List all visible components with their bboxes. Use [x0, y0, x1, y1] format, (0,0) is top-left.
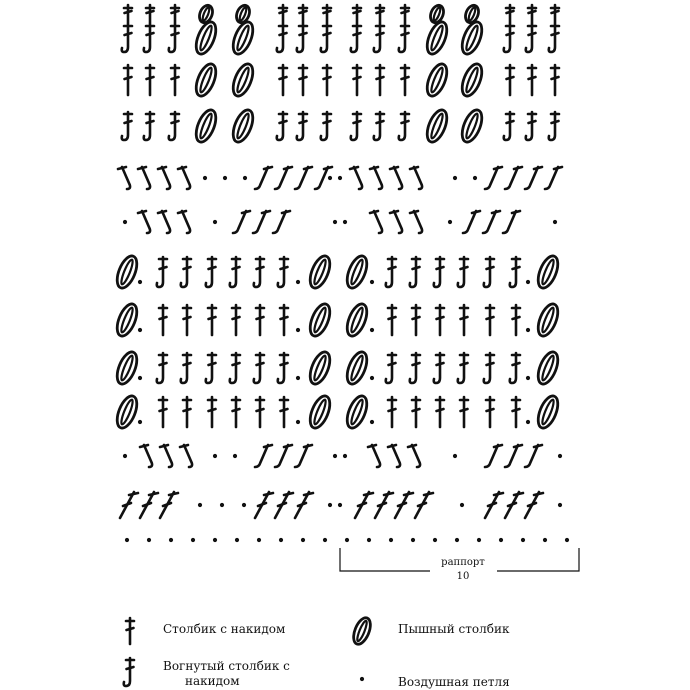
chain-dot [203, 176, 207, 180]
chain-dot [296, 280, 300, 284]
dc-symbol [512, 305, 520, 335]
dc-symbol [208, 397, 216, 427]
dc-symbol [460, 397, 468, 427]
chain-dot [220, 503, 224, 507]
dc-symbol [401, 65, 409, 95]
dc-symbol [146, 5, 154, 23]
fpdc-symbol [526, 24, 536, 52]
slanted-fpdc-symbol [410, 211, 422, 233]
puff-symbol [458, 61, 486, 99]
foundation-chain-dot [257, 538, 261, 542]
chart-stitches [113, 3, 569, 542]
fpdc-symbol [181, 257, 191, 287]
foundation-chain-dot [169, 538, 173, 542]
slanted-fpdc-symbol [505, 445, 522, 467]
slanted-fpdc-symbol [505, 167, 522, 189]
slanted-fpdc-symbol [158, 167, 170, 189]
repeat-label: раппорт [441, 557, 485, 568]
dc-symbol [506, 5, 514, 23]
chain-dot [328, 503, 332, 507]
slanted-dc-symbol [255, 492, 273, 518]
puff-symbol [534, 393, 562, 431]
chain-dot [333, 454, 337, 458]
slanted-fpdc-symbol [388, 445, 400, 467]
dc-symbol [279, 5, 287, 23]
dc-symbol [299, 5, 307, 23]
chain-dot [243, 176, 247, 180]
dc-symbol [232, 305, 240, 335]
slanted-dc-symbol [415, 492, 433, 518]
fpdc-symbol [297, 112, 307, 140]
slanted-fpdc-symbol [463, 211, 480, 233]
slanted-fpdc-symbol [255, 445, 272, 467]
legend-chain-icon [360, 677, 364, 681]
puff-symbol [423, 19, 451, 57]
fpdc-symbol [230, 353, 240, 383]
foundation-chain-dot [301, 538, 305, 542]
dc-symbol [299, 65, 307, 95]
puff-symbol [192, 19, 220, 57]
dc-symbol [551, 65, 559, 95]
fpdc-symbol [206, 353, 216, 383]
puff-symbol [343, 393, 371, 431]
fpdc-symbol [321, 24, 331, 52]
puff-symbol [113, 393, 141, 431]
foundation-chain-dot [279, 538, 283, 542]
chain-dot [526, 328, 530, 332]
legend-chain-label: Воздушная петля [398, 675, 510, 689]
slanted-fpdc-symbol [370, 211, 382, 233]
legend-fpdc-line2: накидом [185, 674, 240, 688]
dc-symbol [279, 65, 287, 95]
dc-symbol [146, 65, 154, 95]
dc-symbol [208, 305, 216, 335]
chain-dot [296, 328, 300, 332]
puff-symbol [306, 253, 334, 291]
chain-dot [233, 454, 237, 458]
puff-symbol [306, 301, 334, 339]
fpdc-symbol [351, 112, 361, 140]
dc-symbol [280, 397, 288, 427]
dc-symbol [256, 397, 264, 427]
dc-symbol [512, 397, 520, 427]
dc-symbol [528, 65, 536, 95]
chain-dot [553, 220, 557, 224]
dc-symbol [412, 305, 420, 335]
dc-symbol [388, 305, 396, 335]
dc-symbol [124, 65, 132, 95]
puff-symbol [458, 19, 486, 57]
fpdc-symbol [157, 353, 167, 383]
fpdc-symbol [434, 257, 444, 287]
slanted-fpdc-symbol [275, 167, 292, 189]
chain-dot [526, 280, 530, 284]
foundation-chain-dot [389, 538, 393, 542]
chain-dot [333, 220, 337, 224]
puff-symbol [343, 301, 371, 339]
slanted-fpdc-symbol [485, 445, 502, 467]
dc-symbol [401, 5, 409, 23]
chain-dot [123, 454, 127, 458]
slanted-fpdc-symbol [390, 167, 402, 189]
puff-symbol [229, 107, 257, 145]
chain-dot [223, 176, 227, 180]
slanted-dc-symbol [275, 492, 293, 518]
chain-dot [328, 176, 332, 180]
chain-dot [460, 503, 464, 507]
puff-symbol [306, 393, 334, 431]
dc-symbol [183, 305, 191, 335]
slanted-fpdc-symbol [295, 445, 312, 467]
dc-symbol [171, 65, 179, 95]
chain-dot [213, 220, 217, 224]
legend-fpdc-line1: Вогнутый столбик с [163, 659, 290, 673]
chain-dot [213, 454, 217, 458]
dc-symbol [323, 5, 331, 23]
dc-symbol [159, 305, 167, 335]
fpdc-symbol [458, 257, 468, 287]
slanted-fpdc-symbol [138, 167, 150, 189]
dc-symbol [388, 397, 396, 427]
puff-symbol [192, 107, 220, 145]
fpdc-symbol [278, 353, 288, 383]
chain-dot [558, 454, 562, 458]
slanted-dc-symbol [160, 492, 178, 518]
fpdc-symbol [374, 112, 384, 140]
foundation-chain-dot [235, 538, 239, 542]
foundation-chain-dot [323, 538, 327, 542]
slanted-dc-symbol [120, 492, 138, 518]
chain-dot [242, 503, 246, 507]
fpdc-symbol [510, 353, 520, 383]
foundation-chain-dot [499, 538, 503, 542]
dc-symbol [232, 397, 240, 427]
slanted-dc-symbol [375, 492, 393, 518]
chain-dot [370, 420, 374, 424]
slanted-fpdc-symbol [233, 211, 250, 233]
legend-puff-label: Пышный столбик [398, 622, 510, 636]
chain-dot [453, 454, 457, 458]
foundation-chain-dot [521, 538, 525, 542]
fpdc-symbol [169, 24, 179, 52]
slanted-dc-symbol [525, 492, 543, 518]
slanted-fpdc-symbol [178, 211, 190, 233]
puff-symbol [423, 61, 451, 99]
chain-dot [296, 376, 300, 380]
dc-symbol [171, 5, 179, 23]
puff-symbol [229, 61, 257, 99]
chain-dot [338, 176, 342, 180]
chain-dot [370, 328, 374, 332]
puff-symbol [534, 349, 562, 387]
dc-symbol [280, 305, 288, 335]
foundation-chain-dot [455, 538, 459, 542]
dc-symbol [551, 5, 559, 23]
slanted-fpdc-symbol [485, 167, 502, 189]
slanted-dc-symbol [140, 492, 158, 518]
slanted-fpdc-symbol [178, 167, 190, 189]
fpdc-symbol [351, 24, 361, 52]
foundation-chain-dot [191, 538, 195, 542]
slanted-fpdc-symbol [275, 445, 292, 467]
fpdc-symbol [122, 112, 132, 140]
foundation-chain-dot [125, 538, 129, 542]
puff-symbol [534, 253, 562, 291]
chain-dot [123, 220, 127, 224]
foundation-chain-dot [213, 538, 217, 542]
slanted-fpdc-symbol [408, 445, 420, 467]
puff-symbol [343, 253, 371, 291]
fpdc-symbol [181, 353, 191, 383]
fpdc-symbol [504, 24, 514, 52]
chain-dot [526, 420, 530, 424]
slanted-fpdc-symbol [140, 445, 152, 467]
slanted-fpdc-symbol [160, 445, 172, 467]
legend-dc-label: Столбик с накидом [163, 622, 286, 636]
foundation-chain-dot [565, 538, 569, 542]
puff-symbol [113, 301, 141, 339]
puff-symbol [229, 19, 257, 57]
chain-dot [138, 328, 142, 332]
slanted-fpdc-symbol [545, 167, 562, 189]
chain-dot [138, 376, 142, 380]
slanted-fpdc-symbol [410, 167, 422, 189]
dc-symbol [256, 305, 264, 335]
fpdc-symbol [374, 24, 384, 52]
fpdc-symbol [157, 257, 167, 287]
slanted-fpdc-symbol [253, 211, 270, 233]
fpdc-symbol [297, 24, 307, 52]
slanted-fpdc-symbol [158, 211, 170, 233]
chain-dot [296, 420, 300, 424]
chain-dot [526, 376, 530, 380]
dc-symbol [353, 65, 361, 95]
fpdc-symbol [510, 257, 520, 287]
fpdc-symbol [206, 257, 216, 287]
fpdc-symbol [278, 257, 288, 287]
foundation-chain-dot [345, 538, 349, 542]
slanted-fpdc-symbol [368, 445, 380, 467]
fpdc-symbol [144, 24, 154, 52]
slanted-fpdc-symbol [525, 167, 542, 189]
slanted-fpdc-symbol [138, 211, 150, 233]
dc-symbol [183, 397, 191, 427]
fpdc-symbol [386, 353, 396, 383]
legend-fpdc-icon [124, 658, 134, 686]
fpdc-symbol [254, 257, 264, 287]
fpdc-symbol [277, 24, 287, 52]
fpdc-symbol [144, 112, 154, 140]
foundation-chain-dot [433, 538, 437, 542]
dc-symbol [486, 305, 494, 335]
fpdc-symbol [230, 257, 240, 287]
chain-dot [338, 503, 342, 507]
foundation-chain-dot [543, 538, 547, 542]
chain-dot [138, 280, 142, 284]
puff-symbol [306, 349, 334, 387]
fpdc-symbol [410, 257, 420, 287]
foundation-chain-dot [367, 538, 371, 542]
dc-symbol [412, 397, 420, 427]
chain-dot [473, 176, 477, 180]
fpdc-symbol [321, 112, 331, 140]
chain-dot [198, 503, 202, 507]
slanted-fpdc-symbol [180, 445, 192, 467]
slanted-fpdc-symbol [525, 445, 542, 467]
fpdc-symbol [277, 112, 287, 140]
slanted-fpdc-symbol [483, 211, 500, 233]
fpdc-symbol [484, 353, 494, 383]
fpdc-symbol [399, 112, 409, 140]
legend-puff-icon [350, 615, 373, 646]
chain-dot [448, 220, 452, 224]
chain-dot [343, 454, 347, 458]
fpdc-symbol [549, 24, 559, 52]
chain-dot [138, 420, 142, 424]
dc-symbol [376, 65, 384, 95]
fpdc-symbol [254, 353, 264, 383]
puff-symbol [113, 349, 141, 387]
slanted-dc-symbol [395, 492, 413, 518]
dc-symbol [436, 397, 444, 427]
fpdc-symbol [526, 112, 536, 140]
fpdc-symbol [458, 353, 468, 383]
chain-dot [558, 503, 562, 507]
puff-symbol [458, 107, 486, 145]
slanted-dc-symbol [485, 492, 503, 518]
dc-symbol [353, 5, 361, 23]
puff-symbol [113, 253, 141, 291]
dc-symbol [159, 397, 167, 427]
foundation-chain-dot [411, 538, 415, 542]
puff-symbol [423, 107, 451, 145]
dc-symbol [323, 65, 331, 95]
fpdc-symbol [549, 112, 559, 140]
slanted-fpdc-symbol [255, 167, 272, 189]
slanted-fpdc-symbol [295, 167, 312, 189]
puff-symbol [534, 301, 562, 339]
legend-dc-icon [126, 618, 134, 644]
dc-symbol [528, 5, 536, 23]
chain-dot [370, 376, 374, 380]
chain-dot [453, 176, 457, 180]
slanted-dc-symbol [505, 492, 523, 518]
fpdc-symbol [484, 257, 494, 287]
fpdc-symbol [386, 257, 396, 287]
fpdc-symbol [169, 112, 179, 140]
repeat-count: 10 [456, 571, 470, 582]
foundation-chain-dot [477, 538, 481, 542]
chain-dot [370, 280, 374, 284]
slanted-dc-symbol [295, 492, 313, 518]
dc-symbol [124, 5, 132, 23]
puff-symbol [192, 61, 220, 99]
fpdc-symbol [122, 24, 132, 52]
fpdc-symbol [399, 24, 409, 52]
dc-symbol [506, 65, 514, 95]
dc-symbol [486, 397, 494, 427]
slanted-fpdc-symbol [390, 211, 402, 233]
chain-dot [343, 220, 347, 224]
slanted-fpdc-symbol [118, 167, 130, 189]
foundation-chain-dot [147, 538, 151, 542]
slanted-fpdc-symbol [350, 167, 362, 189]
dc-symbol [376, 5, 384, 23]
fpdc-symbol [434, 353, 444, 383]
legend-fpdc-label [163, 659, 290, 689]
puff-symbol [343, 349, 371, 387]
fpdc-symbol [504, 112, 514, 140]
fpdc-symbol [410, 353, 420, 383]
slanted-fpdc-symbol [370, 167, 382, 189]
slanted-fpdc-symbol [273, 211, 290, 233]
slanted-dc-symbol [355, 492, 373, 518]
slanted-fpdc-symbol [503, 211, 520, 233]
dc-symbol [436, 305, 444, 335]
dc-symbol [460, 305, 468, 335]
